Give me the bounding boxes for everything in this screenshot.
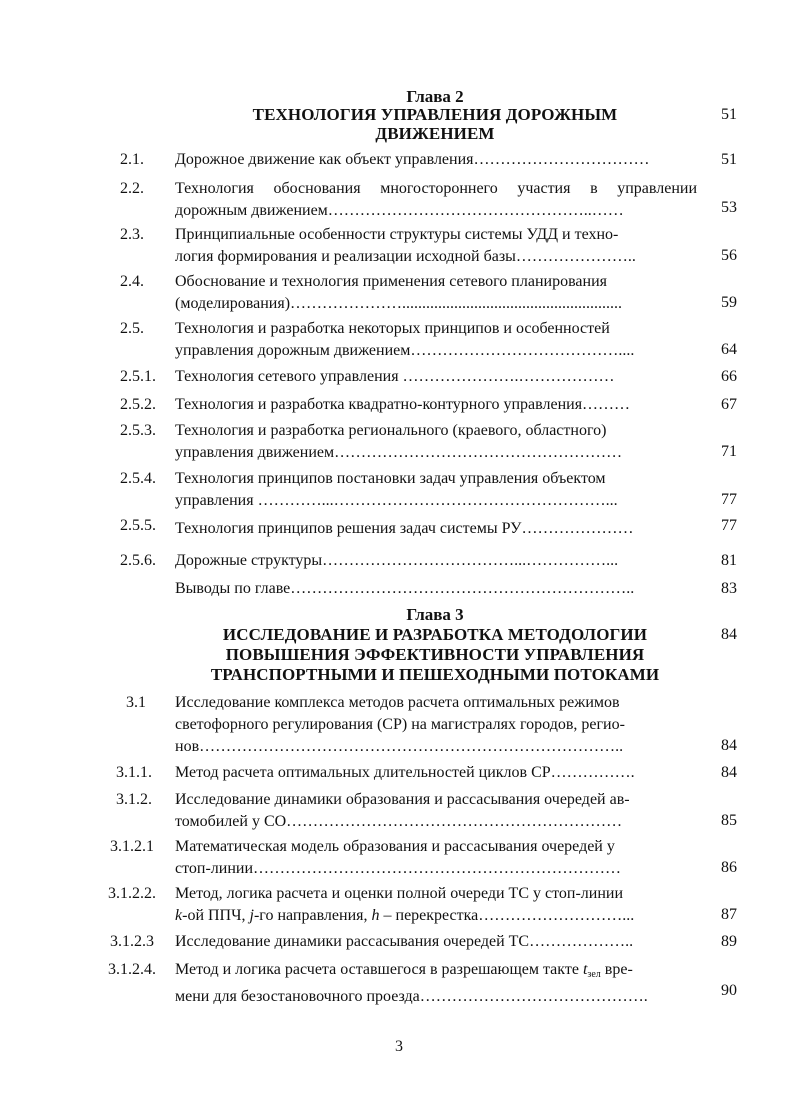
entry-number: 2.5.4.	[120, 470, 156, 487]
entry-title-line: управления дорожным движением…………………………………....	[175, 342, 635, 359]
entry-title-line: Исследование динамики образования и рассасывания очередей ав-	[175, 791, 630, 808]
page-number: 3	[395, 1038, 403, 1055]
entry-page: 81	[721, 552, 737, 569]
chapter-3-title-line1: ИССЛЕДОВАНИЕ И РАЗРАБОТКА МЕТОДОЛОГИИ	[222, 625, 648, 644]
entry-title-line-formatted: Метод и логика расчета оставшегося в разрешающем такте $t_{зел}$ вре-	[175, 961, 633, 980]
entry-title-line: Принципиальные особенности структуры системы УДД и техно-	[175, 226, 619, 243]
entry-number: 2.3.	[120, 226, 144, 243]
entry-number: 2.1.	[120, 151, 144, 168]
chapter-2-page: 51	[721, 106, 737, 123]
chapter-2-title-line2: ДВИЖЕНИЕМ	[375, 124, 495, 143]
entry-number: 2.5.5.	[120, 517, 156, 534]
entry-number: 3.1.2.2.	[108, 885, 156, 902]
entry-title-line: Исследование комплекса методов расчета оптимальных режимов	[175, 694, 620, 711]
var-t: t	[582, 961, 588, 978]
entry-page: 84	[721, 737, 737, 754]
entry-number: 2.5.1.	[120, 368, 156, 385]
entry-page: 87	[721, 906, 737, 923]
entry-number: 3.1	[126, 694, 146, 711]
entry-page: 51	[721, 151, 737, 168]
entry-page: 89	[721, 933, 737, 950]
var-j: j	[249, 907, 254, 924]
entry-number: 3.1.2.	[116, 791, 152, 808]
entry-page: 90	[721, 982, 737, 999]
entry-page: 53	[721, 199, 737, 216]
entry-title-line: логия формирования и реализации исходной базы…………………..	[175, 248, 636, 265]
entry-title-line: нов……………………………………………………………………..	[175, 738, 624, 755]
entry-page: 67	[721, 396, 737, 413]
entry-page: 59	[721, 294, 737, 311]
entry-page: 83	[721, 580, 737, 597]
entry-title-line: управления …………...……………………………………………...	[175, 492, 618, 509]
entry-page: 56	[721, 247, 737, 264]
entry-title-line: Технология сетевого управления ………………….………………	[175, 368, 615, 385]
entry-number: 2.4.	[120, 273, 144, 290]
entry-title-line: мени для безостановочного проезда…………………………………….	[175, 988, 648, 1005]
chapter-3-title-line2: ПОВЫШЕНИЯ ЭФФЕКТИВНОСТИ УПРАВЛЕНИЯ	[225, 645, 645, 664]
entry-page: 86	[721, 859, 737, 876]
chapter-2-title-line1: ТЕХНОЛОГИЯ УПРАВЛЕНИЯ ДОРОЖНЫМ	[252, 105, 618, 124]
entry-page: 77	[721, 491, 737, 508]
entry-title-line: Технология принципов постановки задач управления объектом	[175, 470, 606, 487]
entry-title-line: Выводы по главе………………………………………………………..	[175, 580, 635, 597]
entry-title-line: Исследование динамики рассасывания очередей ТС………………..	[175, 933, 634, 950]
entry-title-line: Технология и разработка некоторых принципов и особенностей	[175, 320, 610, 337]
entry-title-line: светофорного регулирования (СР) на магистралях городов, регио-	[175, 716, 625, 733]
chapter-3-title-line3: ТРАНСПОРТНЫМИ И ПЕШЕХОДНЫМИ ПОТОКАМИ	[210, 665, 660, 684]
entry-number: 2.2.	[120, 180, 144, 197]
entry-title-line: (моделирования)………………….......................................................	[175, 295, 623, 312]
entry-number: 2.5.6.	[120, 552, 156, 569]
entry-page: 64	[721, 341, 737, 358]
entry-title-line: стоп-линии……………………………………………………………	[175, 860, 622, 877]
entry-page: 85	[721, 812, 737, 829]
chapter-2-label: Глава 2	[406, 87, 464, 106]
entry-title-line: Математическая модель образования и рассасывания очередей у	[175, 838, 615, 855]
entry-title-line: Обоснование и технология применения сетевого планирования	[175, 273, 607, 290]
entry-title-line: Метод расчета оптимальных длительностей циклов СР…………….	[175, 764, 635, 781]
entry-number: 2.5.	[120, 320, 144, 337]
chapter-3-page: 84	[721, 626, 737, 643]
entry-title-line: Метод, логика расчета и оценки полной очереди ТС у стоп-линии	[175, 885, 624, 902]
entry-title-line: управления движением………………………………………………	[175, 444, 623, 461]
entry-title-line: Технология и разработка квадратно-контурного управления………	[175, 396, 631, 413]
entry-number: 2.5.2.	[120, 396, 156, 413]
var-h: h	[371, 907, 380, 924]
entry-title-line: Технология и разработка регионального (краевого, областного)	[175, 422, 607, 439]
entry-page: 77	[721, 517, 737, 534]
entry-title-line: Дорожные структуры………………………………...……………...	[175, 552, 619, 569]
entry-page: 71	[721, 443, 737, 460]
entry-number: 2.5.3.	[120, 422, 156, 439]
entry-title-line: Технология принципов решения задач системы РУ…………………	[175, 520, 634, 537]
entry-page: 66	[721, 368, 737, 385]
entry-number: 3.1.2.3	[110, 933, 154, 950]
entry-number: 3.1.2.4.	[108, 961, 156, 978]
subscript-zel: зел	[587, 969, 601, 980]
entry-title-line: Дорожное движение как объект управления……………………………	[175, 151, 650, 168]
chapter-3-label: Глава 3	[406, 605, 464, 624]
var-k: k	[175, 907, 183, 924]
entry-page: 84	[721, 764, 737, 781]
entry-title-line-formatted: k-ой ППЧ, j-го направления, h – перекрестка………………………...	[175, 907, 635, 924]
entry-title-line: Технология обоснования многостороннего участия в управлении	[175, 180, 697, 197]
entry-number: 3.1.1.	[116, 764, 152, 781]
entry-number: 3.1.2.1	[110, 838, 154, 855]
entry-title-line: дорожным движением…………………………………………..……	[175, 202, 624, 219]
entry-title-line: томобилей у СО………………………………………………………	[175, 813, 623, 830]
